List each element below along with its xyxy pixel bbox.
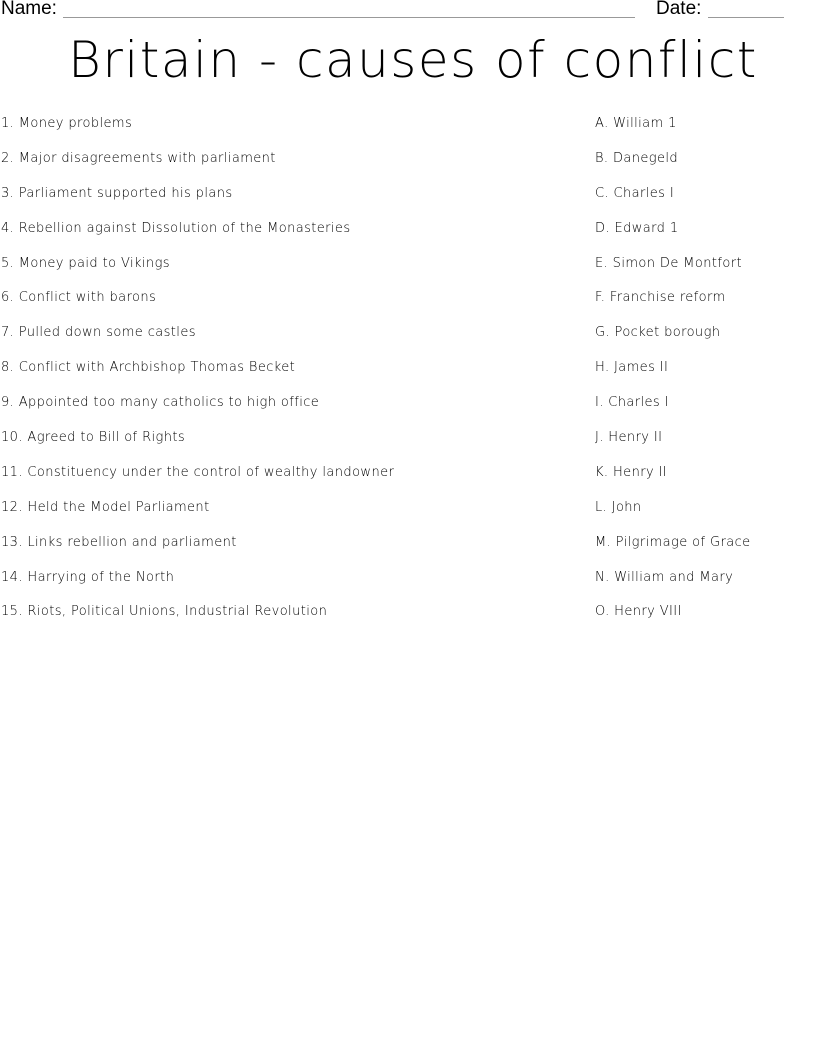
answer-item: G. Pocket borough: [595, 325, 721, 341]
answer-item: O. Henry VIII: [595, 604, 682, 620]
clue-item: 4. Rebellion against Dissolution of the Monasteries: [1, 220, 351, 236]
clue-item: 8. Conflict with Archbishop Thomas Becket: [1, 360, 296, 376]
answer-item: L. John: [595, 499, 642, 515]
clue-item: 5. Money paid to Vikings: [1, 255, 170, 271]
answer-item: D. Edward 1: [595, 220, 679, 236]
clue-item: 14. Harrying of the North: [1, 569, 175, 585]
clue-item: 13. Links rebellion and parliament: [1, 534, 237, 550]
answer-item: C. Charles I: [595, 185, 675, 201]
name-label: Name:: [1, 0, 57, 19]
clue-item: 2. Major disagreements with parliament: [1, 150, 276, 166]
date-label: Date:: [656, 0, 702, 19]
answer-item: A. William 1: [595, 116, 677, 131]
clue-item: 10. Agreed to Bill of Rights: [1, 430, 186, 446]
answer-item: E. Simon De Montfort: [595, 255, 742, 271]
answer-item: B. Danegeld: [595, 150, 679, 166]
answer-item: I. Charles I: [595, 395, 669, 411]
clue-item: 6. Conflict with barons: [1, 290, 157, 306]
answer-item: H. James II: [595, 360, 669, 376]
clue-item: 12. Held the Model Parliament: [1, 499, 210, 515]
clue-item: 9. Appointed too many catholics to high office: [1, 395, 320, 411]
answer-list: [595, 114, 810, 637]
clue-item: 7. Pulled down some castles: [1, 325, 196, 341]
clue-list: [1, 114, 561, 637]
clue-item: 11. Constituency under the control of wealthy landowner: [1, 464, 395, 480]
answer-item: M. Pilgrimage of Grace: [595, 534, 751, 550]
answer-item: K. Henry II: [595, 464, 668, 480]
answer-item: N. William and Mary: [595, 569, 734, 585]
name-field-line: [63, 17, 635, 18]
clue-item: 1. Money problems: [1, 116, 133, 131]
worksheet-title: Britain - causes of conflict: [68, 31, 758, 89]
answer-item: F. Franchise reform: [595, 290, 726, 306]
clue-item: 3. Parliament supported his plans: [1, 185, 233, 201]
date-field-line: [708, 17, 784, 18]
clue-item: 15. Riots, Political Unions, Industrial Revolution: [1, 604, 328, 620]
worksheet-header: [0, 0, 816, 22]
answer-item: J. Henry II: [595, 430, 663, 446]
